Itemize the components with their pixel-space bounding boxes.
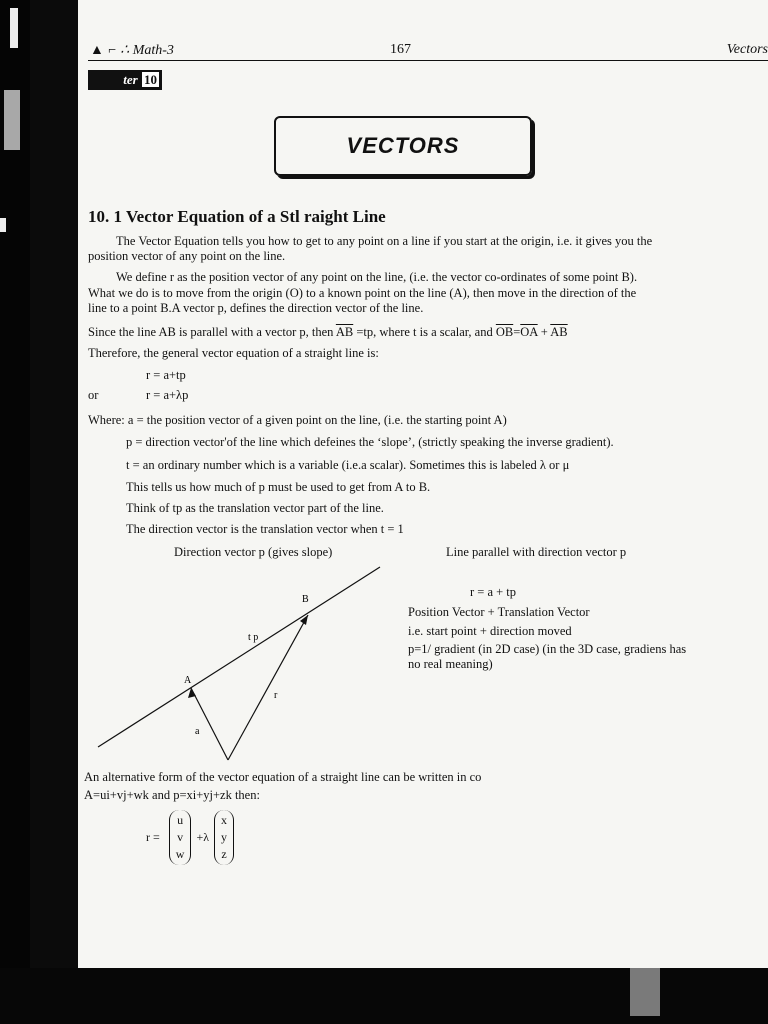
paragraph-line: line to a point B.A vector p, defines the direction vector of the line. xyxy=(88,301,424,315)
arrow-b-icon xyxy=(300,615,308,625)
paragraph-line: The Vector Equation tells you how to get to any point on a line if you start at the origin, i.e. it gives you the xyxy=(116,234,653,248)
side-note: i.e. start point + direction moved xyxy=(408,624,572,638)
page-number: 167 xyxy=(390,42,411,57)
vector-oa: $\overline{OA}$ xyxy=(520,325,538,339)
definition-line: The direction vector is the translation vector when t = 1 xyxy=(126,522,404,536)
label-r: r xyxy=(274,690,278,701)
chapter-tab xyxy=(88,70,162,90)
equation: r = a+tp xyxy=(146,368,186,382)
label-tp: t p xyxy=(248,632,259,643)
label-a-point: A xyxy=(184,675,192,686)
vector-ab: $\overline{AB}$ xyxy=(335,325,354,339)
vector-diagram xyxy=(78,560,398,770)
figure-caption-right: Line parallel with direction vector p xyxy=(446,545,627,559)
column-vector-a xyxy=(169,810,192,865)
matrix-entry: y xyxy=(221,830,228,844)
header-rule xyxy=(88,60,768,61)
scan-speck xyxy=(630,968,660,1016)
chapter-label: ter xyxy=(123,72,138,87)
matrix-entry: z xyxy=(221,847,227,861)
definition-line: This tells us how much of p must be used to get from A to B. xyxy=(126,480,431,494)
paragraph-line: position vector of any point on the line. xyxy=(88,249,286,263)
paragraph-line: A=ui+vj+wk and p=xi+yj+zk then: xyxy=(84,788,260,802)
chapter-title: VECTORS xyxy=(346,133,460,158)
side-equation: r = a + tp xyxy=(470,585,517,599)
section-title: Vector Equation of a Stl raight Line xyxy=(125,207,386,226)
scan-speck xyxy=(10,8,18,48)
paragraph-line: What we do is to move from the origin (O) to a known point on the line (A), then move in the direction of the xyxy=(88,286,637,300)
paragraph-line: Therefore, the general vector equation of a straight line is: xyxy=(88,346,379,360)
definition-line: t = an ordinary number which is a variable (i.e.a scalar). Sometimes this is labeled λ or μ xyxy=(126,458,570,472)
matrix-lhs: r = xyxy=(146,830,160,844)
document-page xyxy=(78,0,768,968)
figure-caption-left: Direction vector p (gives slope) xyxy=(174,545,333,559)
matrix-entry: u xyxy=(177,813,184,827)
paragraph-line: We define r as the position vector of any point on the line, (i.e. the vector co-ordinates of some point B). xyxy=(116,270,638,284)
text-run: =tp, where t is a scalar, and xyxy=(353,325,496,339)
scan-speck xyxy=(0,218,6,232)
equation: r = a+λp xyxy=(146,388,189,402)
text-run: + xyxy=(537,325,551,339)
label-a-vector: a xyxy=(195,726,200,737)
or-label: or xyxy=(88,388,99,402)
direction-line xyxy=(98,567,380,747)
definition-line: Think of tp as the translation vector part of the line. xyxy=(126,501,384,515)
chapter-number: 10 xyxy=(141,71,160,88)
parallel-statement xyxy=(88,325,568,340)
scan-speck xyxy=(4,90,20,150)
plus-lambda: +λ xyxy=(196,830,210,844)
scan-edge-bottom xyxy=(0,968,768,1024)
label-b: B xyxy=(302,594,309,605)
running-header-right: Vectors xyxy=(726,42,768,57)
vector-ab: $\overline{AB}$ xyxy=(550,325,568,339)
vector-ob: $\overline{OB}$ xyxy=(495,325,514,339)
where-line: Where: a = the position vector of a given point on the line, (i.e. the starting point A) xyxy=(88,413,507,427)
vector-a-line xyxy=(191,688,228,760)
side-note: p=1/ gradient (in 2D case) (in the 3D case, gradiens has xyxy=(408,642,687,656)
running-header-left: ▲ ⌐ ∴ Math-3 xyxy=(90,43,174,58)
matrix-entry: x xyxy=(221,813,228,827)
column-vector-p xyxy=(214,810,234,865)
section-number: 10. 1 xyxy=(88,207,122,226)
section-heading xyxy=(88,207,386,227)
scan-edge-shadow xyxy=(0,0,30,1024)
text-run: = xyxy=(513,325,521,339)
matrix-equation xyxy=(146,810,234,865)
chapter-title-box xyxy=(274,116,532,176)
side-note: Position Vector + Translation Vector xyxy=(408,605,590,619)
side-note: no real meaning) xyxy=(408,657,493,671)
definition-line: p = direction vector'of the line which defeines the ‘slope’, (strictly speaking the inverse gradient). xyxy=(126,435,614,449)
matrix-entry: v xyxy=(177,830,184,844)
vector-r-line xyxy=(228,615,308,760)
scan-edge-left xyxy=(0,0,78,1024)
matrix-entry: w xyxy=(175,847,185,861)
text-run: Since the line AB is parallel with a vector p, then xyxy=(88,325,336,339)
paragraph-line: An alternative form of the vector equation of a straight line can be written in co xyxy=(84,770,482,784)
